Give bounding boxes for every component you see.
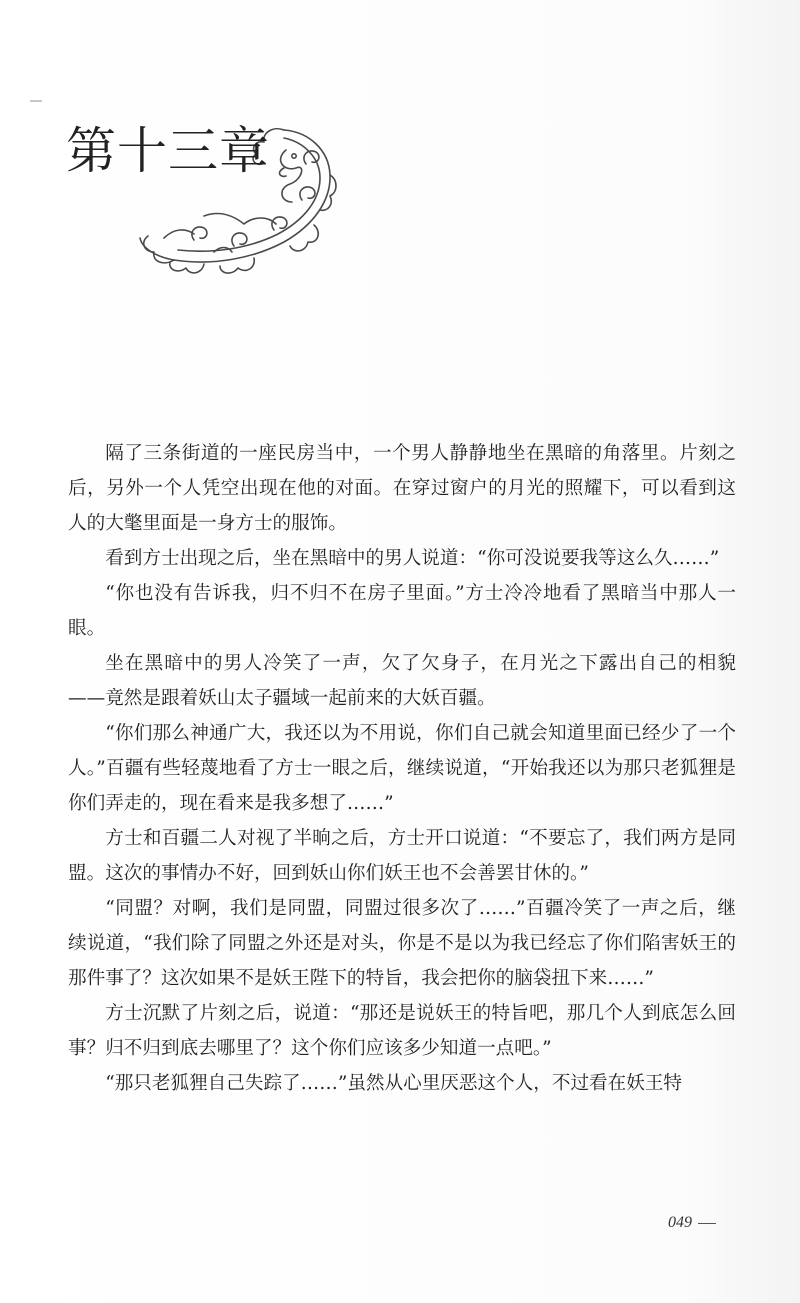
page-number-dash <box>698 1223 716 1224</box>
paragraph: “那只老狐狸自己失踪了……”虽然从心里厌恶这个人，不过看在妖王特 <box>105 1073 683 1094</box>
paragraph: “同盟？对啊，我们是同盟，同盟过很多次了……”百疆冷笑了一声之后，继续说道，“我们除了同盟之外还是对头，你是不是以为我已经忘了你们陷害妖王的那件事了？这次如果不是妖王陛下的特旨，我会把你的脑袋扭下来……” <box>68 898 736 989</box>
paragraph: 看到方士出现之后，坐在黑暗中的男人说道：“你可没说要我等这么久……” <box>105 548 720 569</box>
paragraph: “你也没有告诉我，归不归不在房子里面。”方士冷冷地看了黑暗当中那人一眼。 <box>68 583 736 639</box>
paragraph: 方士沉默了片刻之后，说道：“那还是说妖王的特旨吧，那几个人到底怎么回事？归不归到底去哪里了？这个你们应该多少知道一点吧。” <box>68 1003 736 1059</box>
paragraph: 隔了三条街道的一座民房当中，一个男人静静地坐在黑暗的角落里。片刻之后，另外一个人凭空出现在他的对面。在穿过窗户的月光的照耀下，可以看到这人的大氅里面是一身方士的服饰。 <box>68 443 736 534</box>
paragraph: 方士和百疆二人对视了半晌之后，方士开口说道：“不要忘了，我们两方是同盟。这次的事情办不好，回到妖山你们妖王也不会善罢甘休的。” <box>68 828 736 884</box>
chapter-title: 第十三章 <box>66 122 270 180</box>
paragraph: 坐在黑暗中的男人冷笑了一声，欠了欠身子，在月光之下露出自己的相貌——竟然是跟着妖山太子疆域一起前来的大妖百疆。 <box>68 653 736 709</box>
paragraph: “你们那么神通广大，我还以为不用说，你们自己就会知道里面已经少了一个人。”百疆有些轻蔑地看了方士一眼之后，继续说道，“开始我还以为那只老狐狸是你们弄走的，现在看来是我多想了……” <box>68 723 736 814</box>
page-number: 049 <box>668 1214 692 1231</box>
page-number-footer <box>668 1214 716 1232</box>
chapter-body <box>68 436 736 1101</box>
scan-speck <box>30 100 42 102</box>
